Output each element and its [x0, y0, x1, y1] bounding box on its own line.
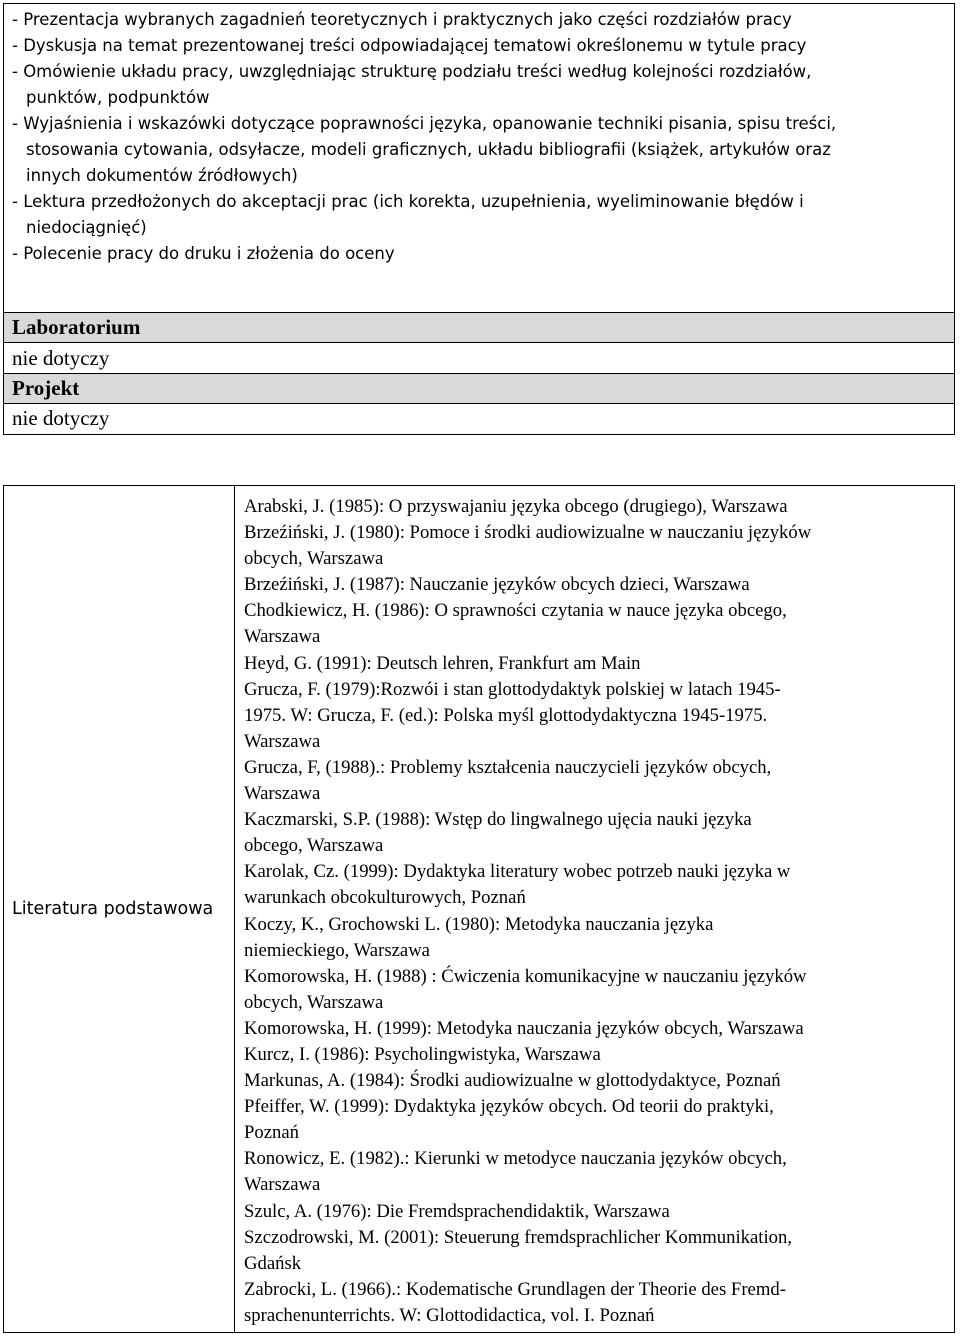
content-line: innych dokumentów źródłowych): [26, 166, 298, 185]
literature-list: [244, 494, 944, 1329]
literature-line: Szulc, A. (1976): Die Fremdsprachendidaktik, Warszawa: [244, 1200, 670, 1222]
literature-label-text: Literatura podstawowa: [12, 899, 214, 919]
literature-line: sprachenunterrichts. W: Glottodidactica, vol. I. Poznań: [244, 1304, 655, 1326]
content-line: - Dyskusja na temat prezentowanej treści odpowiadającej tematowi określonemu w tytule pracy: [12, 36, 807, 55]
literature-line: Warszawa: [244, 783, 321, 805]
literature-line: Grucza, F, (1988).: Problemy kształcenia nauczycieli języków obcych,: [244, 756, 772, 778]
literature-line: Komorowska, H. (1999): Metodyka nauczania języków obcych, Warszawa: [244, 1017, 804, 1039]
literature-line: Pfeiffer, W. (1999): Dydaktyka języków obcych. Od teorii do praktyki,: [244, 1096, 774, 1118]
literature-line: Gdańsk: [244, 1252, 302, 1274]
exercise-content: [4, 4, 954, 313]
content-line: stosowania cytowania, odsyłacze, modeli graficznych, układu bibliografii (książek, artykułów oraz: [26, 140, 831, 159]
literature-line: obcego, Warszawa: [244, 835, 384, 857]
literature-line: Arabski, J. (1985): O przyswajaniu języka obcego (drugiego), Warszawa: [244, 496, 788, 517]
literature-line: obcych, Warszawa: [244, 548, 384, 570]
literature-line: warunkach obcokulturowych, Poznań: [244, 887, 526, 909]
literature-line: Brzeźiński, J. (1980): Pomoce i środki audiowizualne w nauczaniu języków: [244, 522, 812, 544]
literature-table: [3, 485, 955, 1333]
literature-line: Warszawa: [244, 730, 321, 752]
literature-line: Koczy, K., Grochowski L. (1980): Metodyka nauczania języka: [244, 913, 714, 935]
content-line: niedociągnięć): [26, 218, 147, 237]
literature-line: Komorowska, H. (1988) : Ćwiczenia komunikacyjne w nauczaniu języków: [244, 965, 807, 987]
literature-line: Kurcz, I. (1986): Psycholingwistyka, Warszawa: [244, 1043, 601, 1065]
laboratorium-heading: Laboratorium: [4, 312, 954, 343]
literature-line: obcych, Warszawa: [244, 991, 384, 1013]
content-line: - Wyjaśnienia i wskazówki dotyczące poprawności języka, opanowanie techniki pisania, spisu treści,: [12, 114, 837, 133]
literature-line: Brzeźiński, J. (1987): Nauczanie języków obcych dzieci, Warszawa: [244, 574, 750, 596]
literature-line: Poznań: [244, 1122, 300, 1144]
literature-line: Warszawa: [244, 626, 321, 648]
literature-line: niemieckiego, Warszawa: [244, 939, 430, 961]
content-line: punktów, podpunktów: [26, 88, 210, 107]
content-line: - Polecenie pracy do druku i złożenia do oceny: [12, 244, 395, 263]
laboratorium-text: nie dotyczy: [12, 346, 110, 370]
projekt-heading: Projekt: [4, 373, 954, 404]
literature-line: Karolak, Cz. (1999): Dydaktyka literatury wobec potrzeb nauki języka w: [244, 861, 791, 883]
literature-line: Zabrocki, L. (1966).: Kodematische Grundlagen der Theorie des Fremd-: [244, 1278, 786, 1300]
course-content-box: [3, 3, 955, 435]
literature-line: Markunas, A. (1984): Środki audiowizualne w glottodydaktyce, Poznań: [244, 1070, 781, 1092]
literature-line: 1975. W: Grucza, F. (ed.): Polska myśl glottodydaktyczna 1945-1975.: [244, 704, 768, 726]
literature-line: Kaczmarski, S.P. (1988): Wstęp do lingwalnego ujęcia nauki języka: [244, 809, 752, 831]
content-line: - Lektura przedłożonych do akceptacji prac (ich korekta, uzupełnienia, wyeliminowanie błędów i: [12, 192, 804, 211]
literature-line: Ronowicz, E. (1982).: Kierunki w metodyce nauczania języków obcych,: [244, 1148, 787, 1170]
literature-line: Heyd, G. (1991): Deutsch lehren, Frankfurt am Main: [244, 652, 641, 674]
content-line: - Prezentacja wybranych zagadnień teoretycznych i praktycznych jako części rozdziałów pracy: [12, 10, 792, 29]
content-line: - Omówienie układu pracy, uwzględniając strukturę podziału treści według kolejności rozdziałów,: [12, 62, 812, 81]
literature-line: Grucza, F. (1979):Rozwói i stan glottodydaktyk polskiej w latach 1945-: [244, 678, 781, 700]
literature-line: Chodkiewicz, H. (1986): O sprawności czytania w nauce języka obcego,: [244, 600, 787, 622]
projekt-text: nie dotyczy: [12, 406, 110, 430]
literature-line: Szczodrowski, M. (2001): Steuerung fremdsprachlicher Kommunikation,: [244, 1226, 793, 1248]
literature-line: Warszawa: [244, 1174, 321, 1196]
literature-label: [4, 486, 235, 1332]
